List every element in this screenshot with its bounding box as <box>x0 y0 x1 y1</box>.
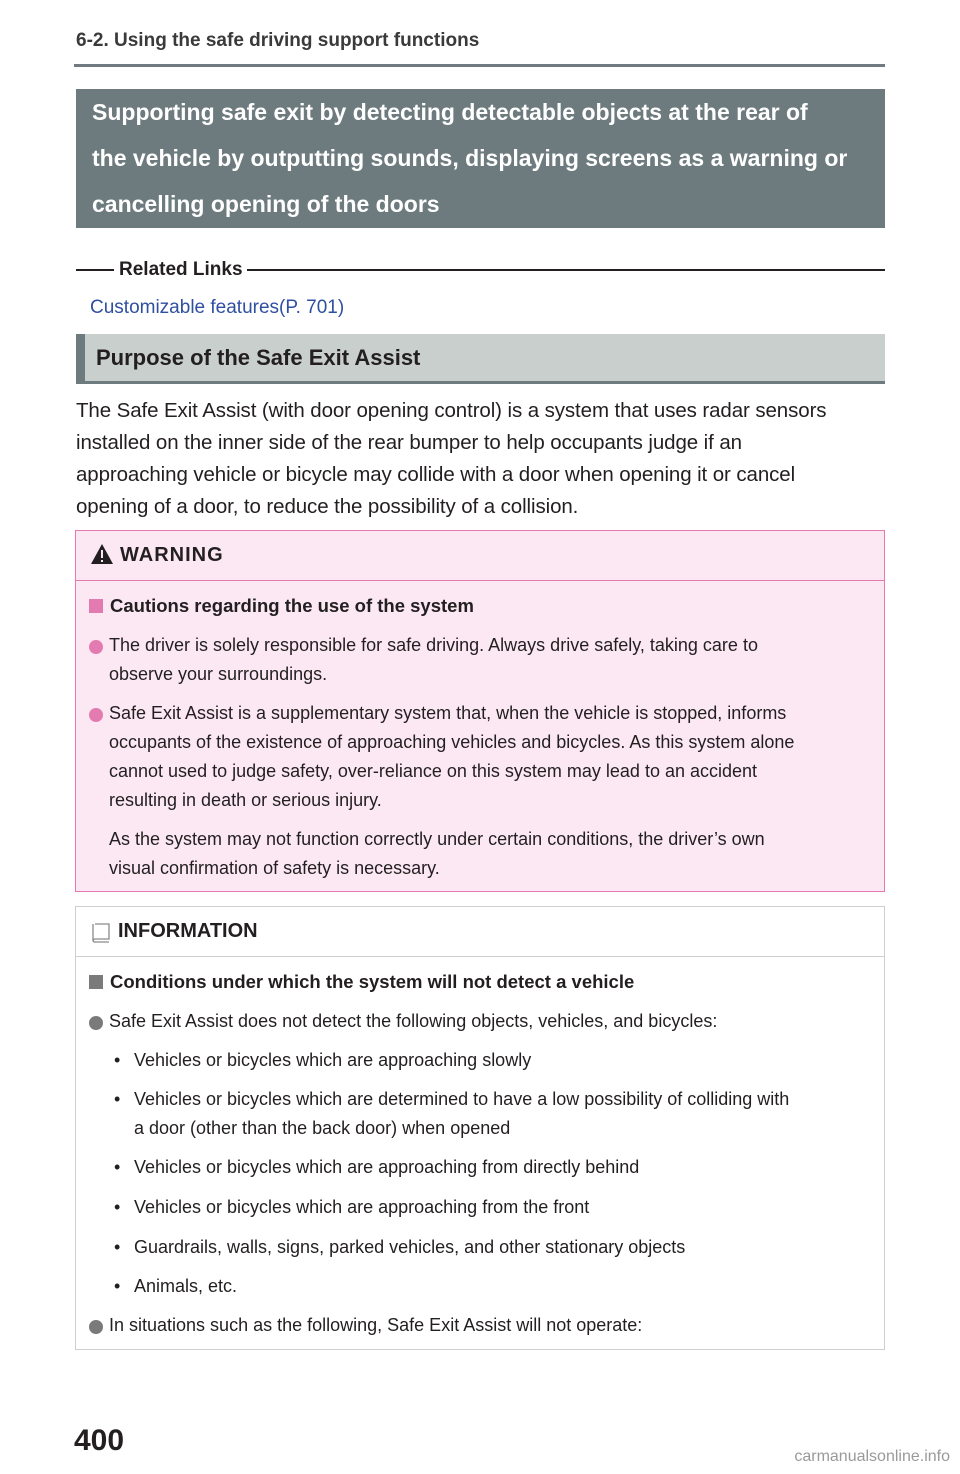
round-bullet-icon <box>89 1016 103 1030</box>
related-links-rule-right <box>247 269 885 271</box>
text-line: resulting in death or serious injury. <box>109 790 382 810</box>
warning-note <box>109 825 765 883</box>
text-line: The driver is solely responsible for safe driving. Always drive safely, taking care to <box>109 635 758 655</box>
page-number: 400 <box>74 1424 125 1457</box>
text-line: cannot used to judge safety, over-reliance on this system may lead to an accident <box>109 761 758 781</box>
list-item: Vehicles or bicycles which are approaching from the front <box>134 1197 590 1217</box>
paragraph-line: opening of a door, to reduce the possibility of a collision. <box>76 495 579 518</box>
information-heading: Conditions under which the system will not detect a vehicle <box>110 971 635 992</box>
paragraph-line: installed on the inner side of the rear bumper to help occupants judge if an <box>76 431 742 454</box>
purpose-paragraph <box>76 395 888 523</box>
list-bullet: • <box>114 1276 121 1296</box>
information-point: Safe Exit Assist does not detect the following objects, vehicles, and bicycles: <box>109 1011 718 1031</box>
list-item: Vehicles or bicycles which are approaching slowly <box>134 1050 532 1070</box>
watermark: carmanualsonline.info <box>794 1448 950 1465</box>
information-book-icon <box>90 922 112 944</box>
paragraph-line: The Safe Exit Assist (with door opening control) is a system that uses radar sensors <box>76 399 827 422</box>
information-box <box>75 906 885 1350</box>
square-bullet-icon <box>89 975 103 989</box>
text-line: Vehicles or bicycles which are determined to have a low possibility of colliding with <box>134 1089 790 1109</box>
list-item: Vehicles or bicycles which are approaching from directly behind <box>134 1157 640 1177</box>
related-links-label: Related Links <box>119 259 243 280</box>
warning-header <box>76 531 884 581</box>
text-line: visual confirmation of safety is necessary. <box>109 858 440 878</box>
information-label: INFORMATION <box>118 920 258 942</box>
topic-title-line: the vehicle by outputting sounds, displaying screens as a warning or <box>92 145 848 171</box>
warning-label: WARNING <box>120 544 224 566</box>
warning-point <box>109 699 794 815</box>
text-line: As the system may not function correctly under certain conditions, the driver’s own <box>109 829 765 849</box>
topic-title-line: Supporting safe exit by detecting detectable objects at the rear of <box>92 99 808 125</box>
information-header <box>76 907 884 957</box>
section-heading-accent <box>76 334 85 384</box>
list-bullet: • <box>114 1197 121 1217</box>
running-head: 6-2. Using the safe driving support functions <box>76 30 480 51</box>
topic-title-box <box>76 89 885 228</box>
list-bullet: • <box>114 1089 121 1109</box>
round-bullet-icon <box>89 1320 103 1334</box>
list-bullet: • <box>114 1157 121 1177</box>
text-line: a door (other than the back door) when opened <box>134 1118 511 1138</box>
information-point: In situations such as the following, Safe Exit Assist will not operate: <box>109 1315 643 1335</box>
topic-title-line: cancelling opening of the doors <box>92 191 440 217</box>
round-bullet-icon <box>89 640 103 654</box>
warning-box <box>75 530 885 892</box>
section-heading <box>76 334 885 384</box>
list-bullet: • <box>114 1237 121 1257</box>
text-line: occupants of the existence of approaching vehicles and bicycles. As this system alone <box>109 732 795 752</box>
warning-heading: Cautions regarding the use of the system <box>110 595 474 616</box>
related-links-header <box>76 258 885 282</box>
header-rule <box>74 64 885 67</box>
section-heading-underline <box>76 381 885 384</box>
section-heading-title: Purpose of the Safe Exit Assist <box>96 345 421 370</box>
warning-point <box>109 631 758 689</box>
list-item: Guardrails, walls, signs, parked vehicles, and other stationary objects <box>134 1237 686 1257</box>
round-bullet-icon <box>89 708 103 722</box>
list-bullet: • <box>114 1050 121 1070</box>
list-item <box>134 1085 789 1143</box>
warning-triangle-icon <box>90 543 114 565</box>
text-line: observe your surroundings. <box>109 664 328 684</box>
text-line: Safe Exit Assist is a supplementary system that, when the vehicle is stopped, informs <box>109 703 787 723</box>
paragraph-line: approaching vehicle or bicycle may collide with a door when opening it or cancel <box>76 463 796 486</box>
square-bullet-icon <box>89 599 103 613</box>
list-item: Animals, etc. <box>134 1276 238 1296</box>
related-links-rule-left <box>76 269 114 271</box>
customizable-features-link[interactable]: Customizable features(P. 701) <box>90 297 345 318</box>
